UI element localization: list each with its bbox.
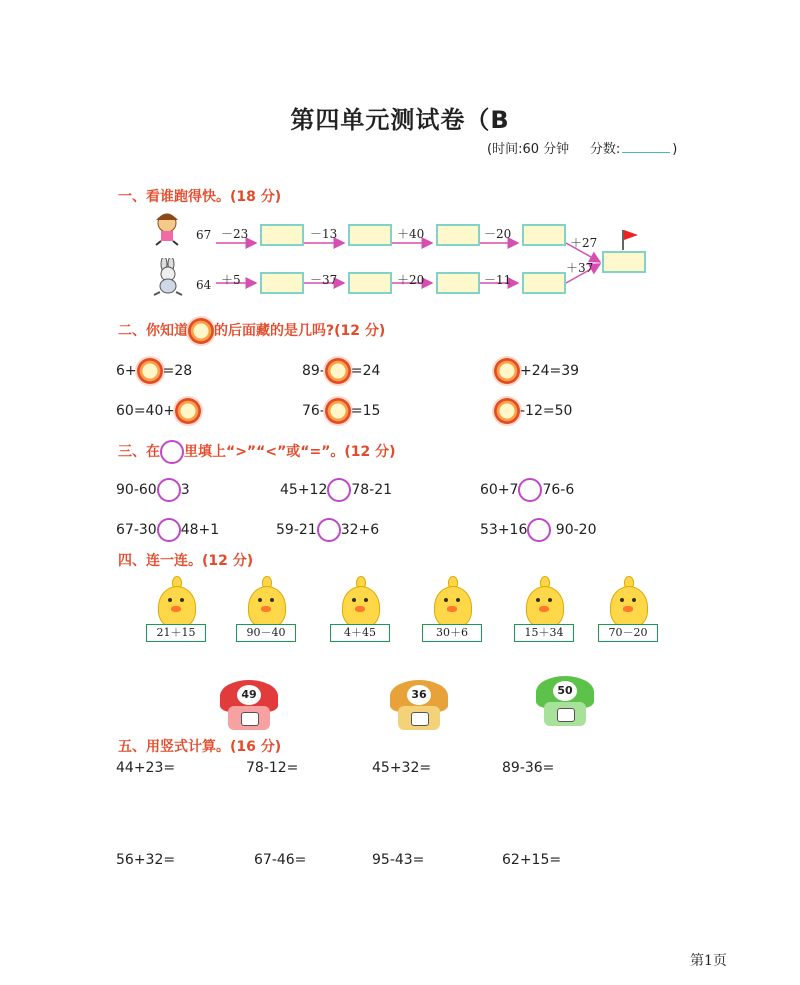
- race-row2-op4: －11: [484, 273, 512, 287]
- chick-expression: 21＋15: [146, 624, 206, 642]
- chick-beak: [261, 606, 271, 612]
- sun-item-text: =28: [162, 363, 193, 379]
- chick-4[interactable]: [422, 572, 482, 644]
- compare-circle[interactable]: [157, 518, 181, 542]
- chick-beak: [623, 606, 633, 612]
- chick-eye: [632, 598, 636, 602]
- sun-icon[interactable]: [175, 398, 201, 424]
- chick-beak: [539, 606, 549, 612]
- sun-item-4: [116, 398, 201, 424]
- house-3[interactable]: [536, 676, 594, 726]
- race-row2-box4[interactable]: [522, 272, 566, 294]
- chick-expression: 4＋45: [330, 624, 390, 642]
- calc-item-5: 56+32=: [116, 852, 176, 868]
- chick-beak: [447, 606, 457, 612]
- chick-5[interactable]: [514, 572, 574, 644]
- section-2-text-b: 的后面藏的是几吗?(12 分): [214, 323, 386, 339]
- chick-eye: [536, 598, 540, 602]
- race-row1-op3: ＋40: [397, 227, 425, 241]
- chick-beak: [171, 606, 181, 612]
- calc-item-3: 45+32=: [372, 760, 432, 776]
- house-2[interactable]: [390, 680, 448, 730]
- chick-expression: 90－40: [236, 624, 296, 642]
- score-label: 分数:: [589, 142, 621, 157]
- page-title: 第四单元测试卷（B: [290, 106, 510, 134]
- section-2-heading: [118, 318, 385, 344]
- section-1-heading: 一、看谁跑得快。(18 分): [118, 189, 282, 205]
- house-number: 49: [237, 685, 261, 705]
- chick-expression: 70－20: [598, 624, 658, 642]
- compare-item-4: [116, 518, 219, 542]
- sun-icon[interactable]: [494, 358, 520, 384]
- compare-circle[interactable]: [157, 478, 181, 502]
- sun-item-text: 89-: [302, 363, 325, 379]
- compare-item-1: [116, 478, 190, 502]
- calc-item-8: 62+15=: [502, 852, 562, 868]
- compare-right: 48+1: [180, 522, 220, 538]
- chick-expression: 15＋34: [514, 624, 574, 642]
- sun-item-text: 60=40+: [116, 403, 176, 419]
- chick-6[interactable]: [598, 572, 658, 644]
- sun-item-6: [494, 398, 572, 424]
- race-row1-op1: －23: [221, 227, 249, 241]
- race-row1-op4: －20: [484, 227, 512, 241]
- chick-eye: [352, 598, 356, 602]
- race-row1-op2: －13: [310, 227, 338, 241]
- race-row2-op3: ＋20: [397, 273, 425, 287]
- chick-beak: [355, 606, 365, 612]
- race-row2-op5: ＋37: [566, 261, 594, 275]
- house-window: [411, 712, 429, 726]
- compare-right: 3: [180, 482, 190, 498]
- compare-left: 90-60: [116, 482, 157, 498]
- chick-expression: 30＋6: [422, 624, 482, 642]
- race-row2-box2[interactable]: [348, 272, 392, 294]
- sun-item-text: -12=50: [520, 403, 573, 419]
- house-number: 36: [407, 685, 431, 705]
- sun-icon: [188, 318, 214, 344]
- sun-item-1: [116, 358, 192, 384]
- calc-item-2: 78-12=: [246, 760, 299, 776]
- compare-right: 90-20: [551, 522, 597, 538]
- compare-item-3: [480, 478, 574, 502]
- calc-item-1: 44+23=: [116, 760, 176, 776]
- sun-item-text: =15: [350, 403, 381, 419]
- compare-left: 59-21: [276, 522, 317, 538]
- compare-circle[interactable]: [518, 478, 542, 502]
- race-row1-box2[interactable]: [348, 224, 392, 246]
- chick-eye: [548, 598, 552, 602]
- chick-1[interactable]: [146, 572, 206, 644]
- compare-right: 76-6: [542, 482, 575, 498]
- compare-item-6: [480, 518, 597, 542]
- calc-item-7: 95-43=: [372, 852, 425, 868]
- sun-icon[interactable]: [137, 358, 163, 384]
- race-row2-box1[interactable]: [260, 272, 304, 294]
- compare-right: 78-21: [351, 482, 393, 498]
- house-window: [241, 712, 259, 726]
- compare-left: 67-30: [116, 522, 157, 538]
- section-4-heading: 四、连一连。(12 分): [118, 553, 254, 569]
- compare-circle[interactable]: [327, 478, 351, 502]
- sun-item-text: +24=39: [520, 363, 580, 379]
- sun-icon[interactable]: [494, 398, 520, 424]
- race-finish-box[interactable]: [602, 251, 646, 273]
- section-3-text-a: 三、在: [118, 444, 160, 460]
- section-2-text-a: 二、你知道: [118, 323, 188, 339]
- time-label: (时间:60 分钟: [487, 142, 570, 157]
- sun-item-2: [302, 358, 380, 384]
- race-row2-box3[interactable]: [436, 272, 480, 294]
- flag-icon: [623, 230, 638, 250]
- calc-item-6: 67-46=: [254, 852, 307, 868]
- page-number: 第1页: [690, 953, 727, 969]
- circle-icon: [160, 440, 184, 464]
- compare-circle[interactable]: [317, 518, 341, 542]
- race-row2-op1: ＋5: [221, 273, 241, 287]
- race-row1-box4[interactable]: [522, 224, 566, 246]
- chick-eye: [456, 598, 460, 602]
- sun-item-5: [302, 398, 380, 424]
- calc-item-4: 89-36=: [502, 760, 555, 776]
- compare-item-5: [276, 518, 379, 542]
- house-window: [557, 708, 575, 722]
- chick-eye: [444, 598, 448, 602]
- chick-3[interactable]: [330, 572, 390, 644]
- section-3-text-b: 里填上“>”“<”或“=”。(12 分): [184, 444, 396, 460]
- race-row1-box3[interactable]: [436, 224, 480, 246]
- sun-icon[interactable]: [325, 358, 351, 384]
- sun-item-text: =24: [350, 363, 381, 379]
- chick-eye: [258, 598, 262, 602]
- chick-eye: [180, 598, 184, 602]
- compare-item-2: [280, 478, 392, 502]
- compare-left: 45+12: [280, 482, 328, 498]
- compare-left: 53+16: [480, 522, 528, 538]
- race-row2-start: 64: [196, 278, 212, 292]
- race-row1-start: 67: [196, 228, 212, 242]
- compare-left: 60+7: [480, 482, 519, 498]
- sun-item-text: 76-: [302, 403, 325, 419]
- section-3-heading: [118, 440, 396, 464]
- sun-item-text: 6+: [116, 363, 137, 379]
- section-5-heading: 五、用竖式计算。(16 分): [118, 739, 282, 755]
- compare-right: 32+6: [340, 522, 380, 538]
- sun-item-3: [494, 358, 579, 384]
- chick-eye: [620, 598, 624, 602]
- race-row2-op2: －37: [310, 273, 338, 287]
- sun-icon[interactable]: [325, 398, 351, 424]
- chick-eye: [364, 598, 368, 602]
- chick-eye: [168, 598, 172, 602]
- compare-circle[interactable]: [527, 518, 551, 542]
- house-number: 50: [553, 681, 577, 701]
- house-1[interactable]: [220, 680, 278, 730]
- chick-eye: [270, 598, 274, 602]
- meta-close: ): [672, 142, 678, 157]
- race-row1-op5: ＋27: [570, 236, 598, 250]
- race-row1-box1[interactable]: [260, 224, 304, 246]
- chick-2[interactable]: [236, 572, 296, 644]
